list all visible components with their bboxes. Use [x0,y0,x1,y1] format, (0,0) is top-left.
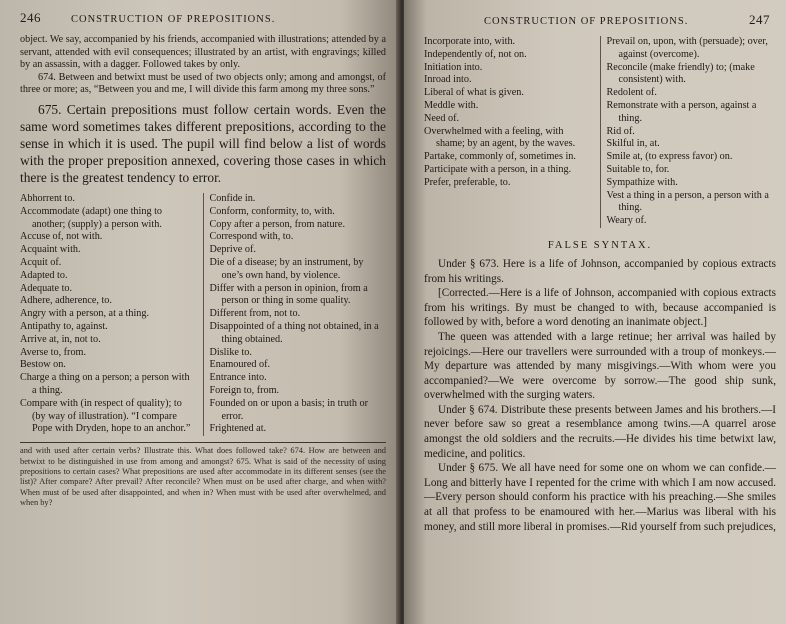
list-entry: Incorporate into, with. [424,36,516,47]
list-entry: Correspond with, to. [209,231,294,243]
list-entry: Confide in. [209,192,256,204]
right-running-title: CONSTRUCTION OF PREPOSITIONS. [484,16,689,27]
list-entry: Accuse of, not with. [20,231,103,243]
left-running-head [20,10,386,26]
list-entry: Acquaint with. [20,244,81,256]
right-list-column-1 [424,36,600,228]
list-entry: Dislike to. [209,346,252,358]
right-word-list [424,36,776,228]
footnote-rule [20,442,386,443]
list-entry: Abhorrent to. [20,192,75,204]
list-entry: Averse to, from. [20,346,87,358]
footnote-questions: and with used after certain verbs? Illustrate this. What does followed take? 674. How are between and betwixt to be distinguished in use from among and amongst? 675. What is said of the necessity of using prepositions to certain cases? What prepositions are used after accommodate in its different senses (see the list)? After compare? After prevail? After reconcile? When must on be used after charge, and when with? When must of be used after disappointed, and when in? When must with be used after overwhelmed, and when by? [20,446,386,508]
body-paragraph: Under § 675. We all have need for some one on whom we can confide.—Long and bitterly have I repented for the crime with which I am now accused.—Every person should conform his practice with his preaching.—She smiles at all that profess to be enamoured with her.—Marius was liberal with his money, and still more liberal in promises.—Rid yourself from such prejudices, [424,462,776,533]
list-entry: Deprive of. [209,244,256,256]
body-paragraph: Under § 673. Here is a life of Johnson, accompanied by copious extracts from his writings. [424,257,776,285]
list-entry: Sympathize with. [606,176,678,188]
list-entry: Weary of. [606,215,647,227]
false-syntax-body [424,257,776,534]
list-entry: Vest a thing in a person, a person with a thing. [606,189,769,214]
right-page [404,0,786,624]
list-entry: Suitable to, for. [606,163,670,175]
list-entry: Meddle with. [424,99,479,111]
list-entry: Founded on or upon a basis; in truth or error. [209,397,368,422]
list-entry: Differ with a person in opinion, from a person or thing in some quality. [209,282,368,307]
body-paragraph: Under § 674. Distribute these presents between James and his brothers.—I never before saw so great a resemblance among twins.—A quarrel arose amongst the old soldiers and the recruits.—He divides his time betwixt law, medicine, and politics. [424,403,776,460]
list-entry: Overwhelmed with a feeling, with shame; by an agent, by the waves. [424,125,576,150]
list-entry: Frightened at. [209,423,267,435]
list-entry: Enamoured of. [209,359,271,371]
list-entry: Participate with a person, in a thing. [424,163,572,175]
list-entry: Acquit of. [20,256,62,268]
left-list-column-2 [203,193,387,436]
list-entry: Skilful in, at. [606,138,660,150]
list-entry: Smile at, (to express favor) on. [606,151,733,163]
list-entry: Accommodate (adapt) one thing to another; (supply) a person with. [20,205,163,230]
list-entry: Foreign to, from. [209,384,280,396]
list-entry: Reconcile (make friendly) to; (make consistent) with. [606,61,755,86]
list-entry: Entrance into. [209,372,267,384]
intro-paragraph: object. We say, accompanied by his friends, accompanied with illustrations; attended by a servant, attended with evil consequences; illustrated by an artist, with engravings; killed by an assassin, with a dagger. Followed takes by only. [20,34,386,71]
left-running-title: CONSTRUCTION OF PREPOSITIONS. [71,14,276,25]
list-entry: Adequate to. [20,282,73,294]
list-entry: Conform, conformity, to, with. [209,205,335,217]
paragraph-675: 675. Certain prepositions must follow certain words. Even the same word sometimes takes different prepositions, according to the sense in which it is used. The pupil will find below a list of words with the proper preposition annexed, covering those cases in which there is the greatest tendency to error. [20,101,386,185]
list-entry: Liberal of what is given. [424,87,524,99]
list-entry: Rid of. [606,125,635,137]
list-entry: Die of a disease; by an instrument, by one’s own hand, by violence. [209,256,364,281]
right-running-head [424,12,776,28]
list-entry: Arrive at, in, not to. [20,333,101,345]
list-entry: Angry with a person, at a thing. [20,308,150,320]
left-page-number: 246 [20,10,41,25]
list-entry: Antipathy to, against. [20,320,108,332]
list-entry: Partake, commonly of, sometimes in. [424,151,576,163]
list-entry: Redolent of. [606,87,657,99]
list-entry: Bestow on. [20,359,66,371]
left-word-list [20,193,386,436]
list-entry: Disappointed of a thing not obtained, in a thing obtained. [209,320,379,345]
body-paragraph: The queen was attended with a large retinue; her arrival was hailed by rejoicings.—Here our travellers were surrounded with a troup of monkeys.—My departure was attended by many misgivings.—With whom were you accompanied?—We were overcome by sorrow.—The good ship sunk, overwhelmed with the surging waters. [424,330,776,402]
list-entry: Compare with (in respect of quality); to (by way of illustration). “I compare Pope with Dryden, hope to an anchor.” [20,397,191,435]
list-entry: Different from, not to. [209,308,301,320]
list-entry: Charge a thing on a person; a person with a thing. [20,372,190,396]
paragraph-674: 674. Between and betwixt must be used of two objects only; among and amongst, of three or more; as, “Between you and me, I will divide this farm among my three sons.” [20,71,386,96]
list-entry: Copy after a person, from nature. [209,218,346,230]
list-entry: Prevail on, upon, with (persuade); over, against (overcome). [606,36,768,60]
right-page-number: 247 [749,12,770,27]
list-entry: Adapted to. [20,269,68,281]
list-entry: Independently of, not on. [424,48,527,60]
section-heading: FALSE SYNTAX. [547,239,653,251]
right-list-column-2 [600,36,777,228]
list-entry: Adhere, adherence, to. [20,295,112,307]
list-entry: Need of. [424,112,460,124]
list-entry: Inroad into. [424,74,472,86]
list-entry: Initiation into. [424,61,483,73]
left-list-column-1 [20,193,203,436]
body-paragraph: [Corrected.—Here is a life of Johnson, accompanied with copious extracts from his writings. By must be changed to with, because accompanied is followed by with, before a word denoting an inanimate object.] [424,287,776,329]
list-entry: Prefer, preferable, to. [424,176,511,188]
list-entry: Remonstrate with a person, against a thing. [606,99,757,124]
